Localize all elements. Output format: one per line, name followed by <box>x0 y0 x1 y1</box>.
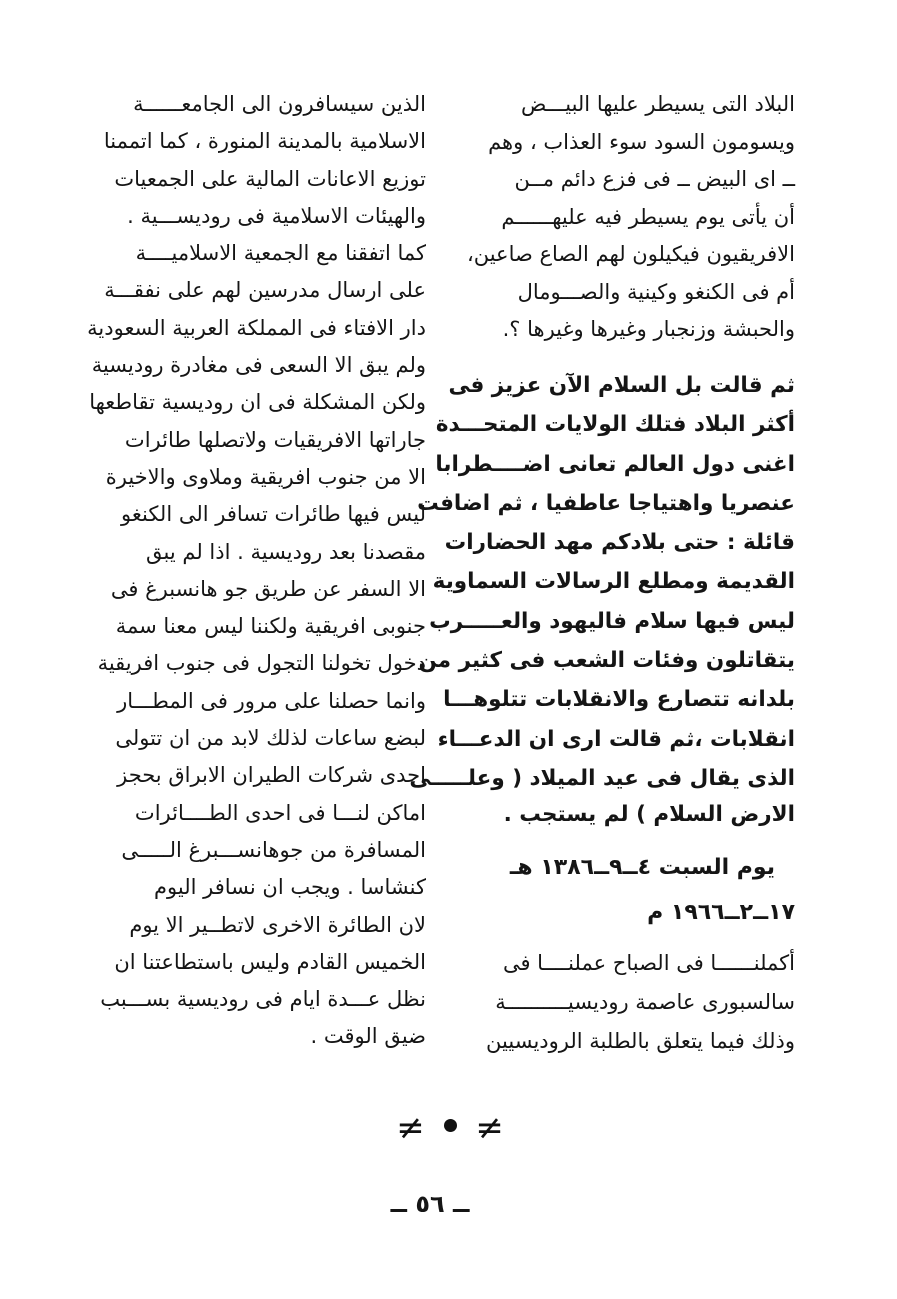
text-line: كنشاسا . ويجب ان نسافر اليوم <box>154 875 426 900</box>
text-line: وانما حصلنا على مرور فى المطـــار <box>117 688 426 713</box>
text-line: على ارسال مدرسين لهم على نفقـــة <box>104 278 426 303</box>
text-line: الذين سيسافرون الى الجامعــــــة <box>133 92 426 116</box>
text-line: لان الطائرة الاخرى لاتطــير الا يوم <box>129 912 426 937</box>
text-line: لبضع ساعات لذلك لابد من ان تتولى <box>115 726 426 751</box>
text-line: المسافرة من جوهانســـبرغ الـــــى <box>121 837 426 862</box>
text-line: اماكن لنـــا فى احدى الطــــائرات <box>134 800 426 825</box>
text-line: ويسومون السود سوء العذاب ، وهم <box>488 129 795 154</box>
text-line: الا من جنوب افريقية وملاوى والاخيرة <box>105 464 426 489</box>
text-line: والحبشة وزنجبار وغيرها وغيرها ؟. <box>502 317 795 341</box>
right-column-bold-quote <box>409 366 795 798</box>
bold-text-line: أكثر البلاد فتلك الولايات المتحـــدة <box>435 412 795 438</box>
text-line: جاراتها الافريقيات ولاتصلها طائرات <box>124 427 426 452</box>
text-line: احدى شركات الطيران الابراق بحجز <box>117 763 426 788</box>
text-line: سالسبورى عاصمة روديسيــــــــــة <box>495 990 795 1014</box>
date-heading-hijri: يوم السبت ٤ــ٩ــ١٣٨٦ هـ <box>509 855 775 880</box>
text-line: توزيع الاعانات المالية على الجمعيات <box>114 166 426 191</box>
bold-text-line: يتقاتلون وفئات الشعب فى كثير من <box>418 648 795 674</box>
text-line: أكملنــــــا فى الصباح عملنــــا فى <box>502 951 795 975</box>
text-line: ضيق الوقت . <box>310 1024 426 1049</box>
text-line: مقصدنا بعد روديسية . اذا لم يبق <box>146 539 426 564</box>
text-line: أن يأتى يوم يسيطر فيه عليهــــــم <box>501 204 795 229</box>
right-column-paragraph-2 <box>470 944 795 1061</box>
left-column-paragraph <box>87 86 426 1056</box>
text-line: نظل عـــدة ايام فى روديسية بســـبب <box>100 987 426 1012</box>
bold-text-line: بلدانه تتصارع والانقلابات تتلوهـــا <box>443 687 795 713</box>
filled-dot-icon <box>444 1119 457 1132</box>
bold-text-line: ليس فيها سلام فاليهود والعـــــرب <box>429 608 795 634</box>
text-line: البلاد التى يسيطر عليها البيـــض <box>521 92 795 116</box>
text-line: الا السفر عن طريق جو هانسبرغ فى <box>110 576 426 601</box>
text-line: والهيئات الاسلامية فى روديســـية . <box>127 203 426 228</box>
text-line: الاسلامية بالمدينة المنورة ، كما اتممنا <box>103 129 426 154</box>
page-number: ــ ٥٦ ــ <box>390 1190 470 1218</box>
text-line: أم فى الكنغو وكينية والصـــومال <box>517 279 795 304</box>
bold-text-line: ثم قالت بل السلام الآن عزيز فى <box>448 373 795 398</box>
bold-text-line: عنصريا واهتياجا عاطفيا ، ثم اضافت <box>417 490 795 516</box>
text-line: وذلك فيما يتعلق بالطلبة الروديسيين <box>486 1029 795 1053</box>
text-line: ولكن المشكلة فى ان روديسية تقاطعها <box>89 390 426 415</box>
bold-quote-final-line: الارض السلام ) لم يستجب . <box>503 802 795 827</box>
text-line: ولم يبق الا السعى فى مغادرة روديسية <box>91 353 426 378</box>
bold-text-line: انقلابات ،ثم قالت ارى ان الدعـــاء <box>437 726 795 752</box>
bold-text-line: قائلة : حتى بلادكم مهد الحضارات <box>444 530 795 556</box>
date-heading-gregorian: ١٧ــ٢ــ١٩٦٦ م <box>647 900 795 925</box>
section-ornament <box>395 1104 505 1148</box>
not-equal-icon: ≠ <box>396 1107 425 1148</box>
text-line: ــ اى البيض ــ فى فزع دائم مــن <box>514 167 795 191</box>
text-line: دخول تخولنا التجول فى جنوب افريقية <box>97 651 426 676</box>
text-line: دار الافتاء فى المملكة العربية السعودية <box>87 315 426 340</box>
bold-text-line: اغنى دول العالم تعانى اضــــطرابا <box>435 451 795 477</box>
text-line: جنوبى افريقية ولكننا ليس معنا سمة <box>115 614 426 639</box>
text-line: الخميس القادم وليس باستطاعتنا ان <box>114 949 426 974</box>
text-line: ليس فيها طائرات تسافر الى الكنغو <box>121 502 426 527</box>
text-line: كما اتفقنا مع الجمعية الاسلاميــــة <box>135 241 426 266</box>
right-column-paragraph-1 <box>466 86 795 349</box>
bold-text-line: القديمة ومطلع الرسالات السماوية <box>432 569 795 595</box>
text-line: الافريقيون فيكيلون لهم الصاع صاعين، <box>466 242 795 266</box>
bold-text-line: الذى يقال فى عيد الميلاد ( وعلـــــى <box>409 765 795 791</box>
not-equal-icon: ≠ <box>475 1107 504 1148</box>
